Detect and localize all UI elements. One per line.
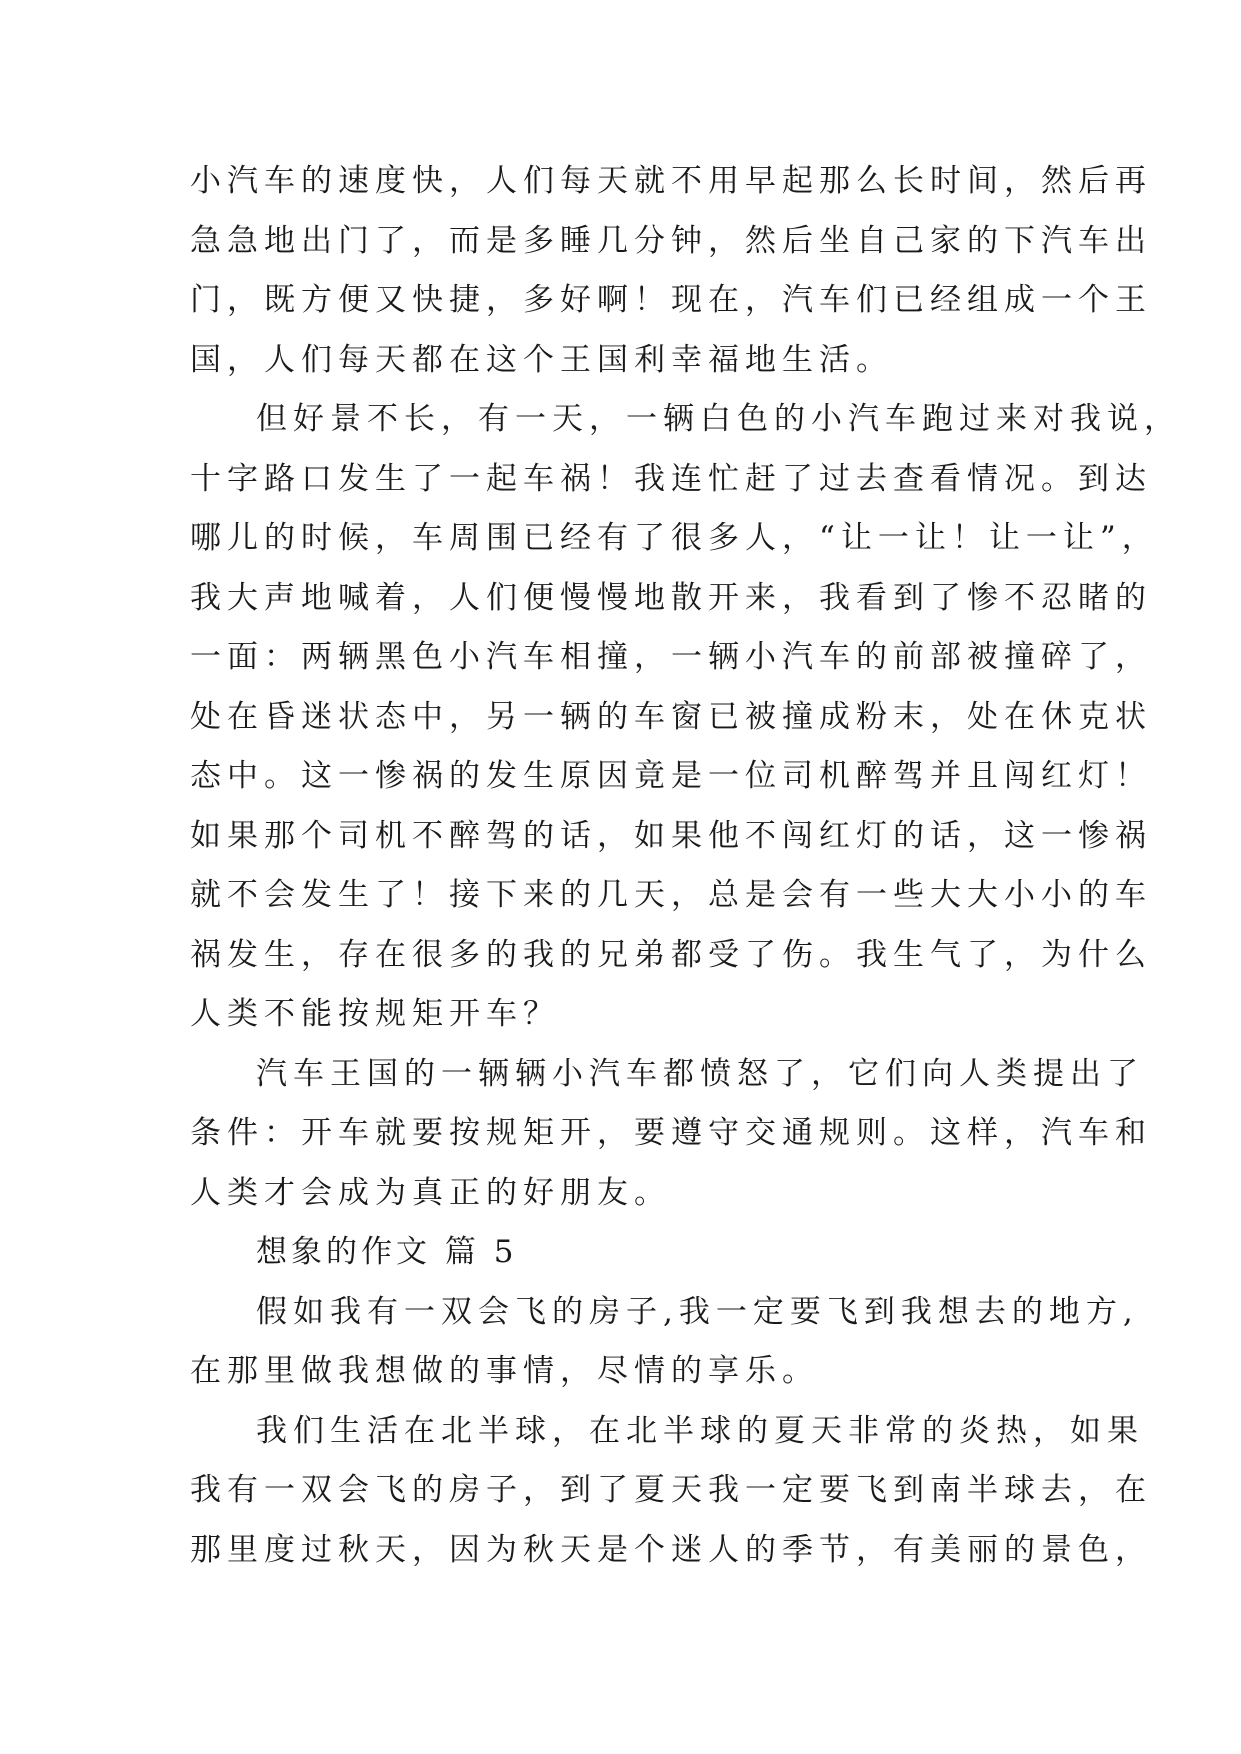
- paragraph-line: 条件：开车就要按规矩开，要遵守交通规则。这样，汽车和: [190, 1115, 1152, 1151]
- paragraph-line: 处在昏迷状态中，另一辆的车窗已被撞成粉末，处在休克状: [190, 698, 1152, 735]
- paragraph-line: 门，既方便又快捷，多好啊！现在，汽车们已经组成一个王: [190, 282, 1152, 318]
- paragraph-line: 国，人们每天都在这个王国利幸福地生活。: [190, 341, 893, 378]
- document-page: [190, 152, 1181, 1580]
- paragraph-first-line: 但好景不长，有一天，一辆白色的小汽车跑过来对我说，: [256, 401, 1181, 437]
- paragraph-line: 态中。这一惨祸的发生原因竟是一位司机醉驾并且闯红灯！: [190, 758, 1152, 794]
- paragraph-line: 我大声地喊着，人们便慢慢地散开来，我看到了惨不忍睹的: [190, 579, 1152, 616]
- paragraph-line: 人类不能按规矩开车？: [190, 996, 560, 1032]
- paragraph-line: 十字路口发生了一起车祸！我连忙赶了过去查看情况。到达: [190, 460, 1152, 497]
- paragraph-line: 一面：两辆黑色小汽车相撞，一辆小汽车的前部被撞碎了，: [190, 639, 1152, 675]
- paragraph-line: 就不会发生了！接下来的几天，总是会有一些大大小小的车: [190, 877, 1152, 913]
- section-heading: 想象的作文 篇 5: [256, 1234, 518, 1270]
- paragraph-line: 那里度过秋天，因为秋天是个迷人的季节，有美丽的景色，: [190, 1531, 1152, 1568]
- paragraph-line: 在那里做我想做的事情，尽情的享乐。: [190, 1353, 819, 1389]
- paragraph-first-line: 汽车王国的一辆辆小汽车都愤怒了，它们向人类提出了: [256, 1055, 1144, 1092]
- paragraph-line: 急急地出门了，而是多睡几分钟，然后坐自己家的下汽车出: [190, 222, 1152, 259]
- paragraph-first-line: 假如我有一双会飞的房子,我一定要飞到我想去的地方,: [256, 1293, 1139, 1330]
- paragraph-line: 祸发生，存在很多的我的兄弟都受了伤。我生气了，为什么: [190, 936, 1152, 973]
- paragraph-line: 小汽车的速度快，人们每天就不用早起那么长时间，然后再: [190, 163, 1152, 199]
- paragraph-line: 哪儿的时候，车周围已经有了很多人，“让一让！让一让”，: [190, 520, 1159, 556]
- paragraph-line: 如果那个司机不醉驾的话，如果他不闯红灯的话，这一惨祸: [190, 817, 1152, 854]
- paragraph-first-line: 我们生活在北半球，在北半球的夏天非常的炎热，如果: [256, 1412, 1144, 1449]
- paragraph-line: 我有一双会飞的房子，到了夏天我一定要飞到南半球去，在: [190, 1472, 1152, 1508]
- paragraph-line: 人类才会成为真正的好朋友。: [190, 1174, 671, 1211]
